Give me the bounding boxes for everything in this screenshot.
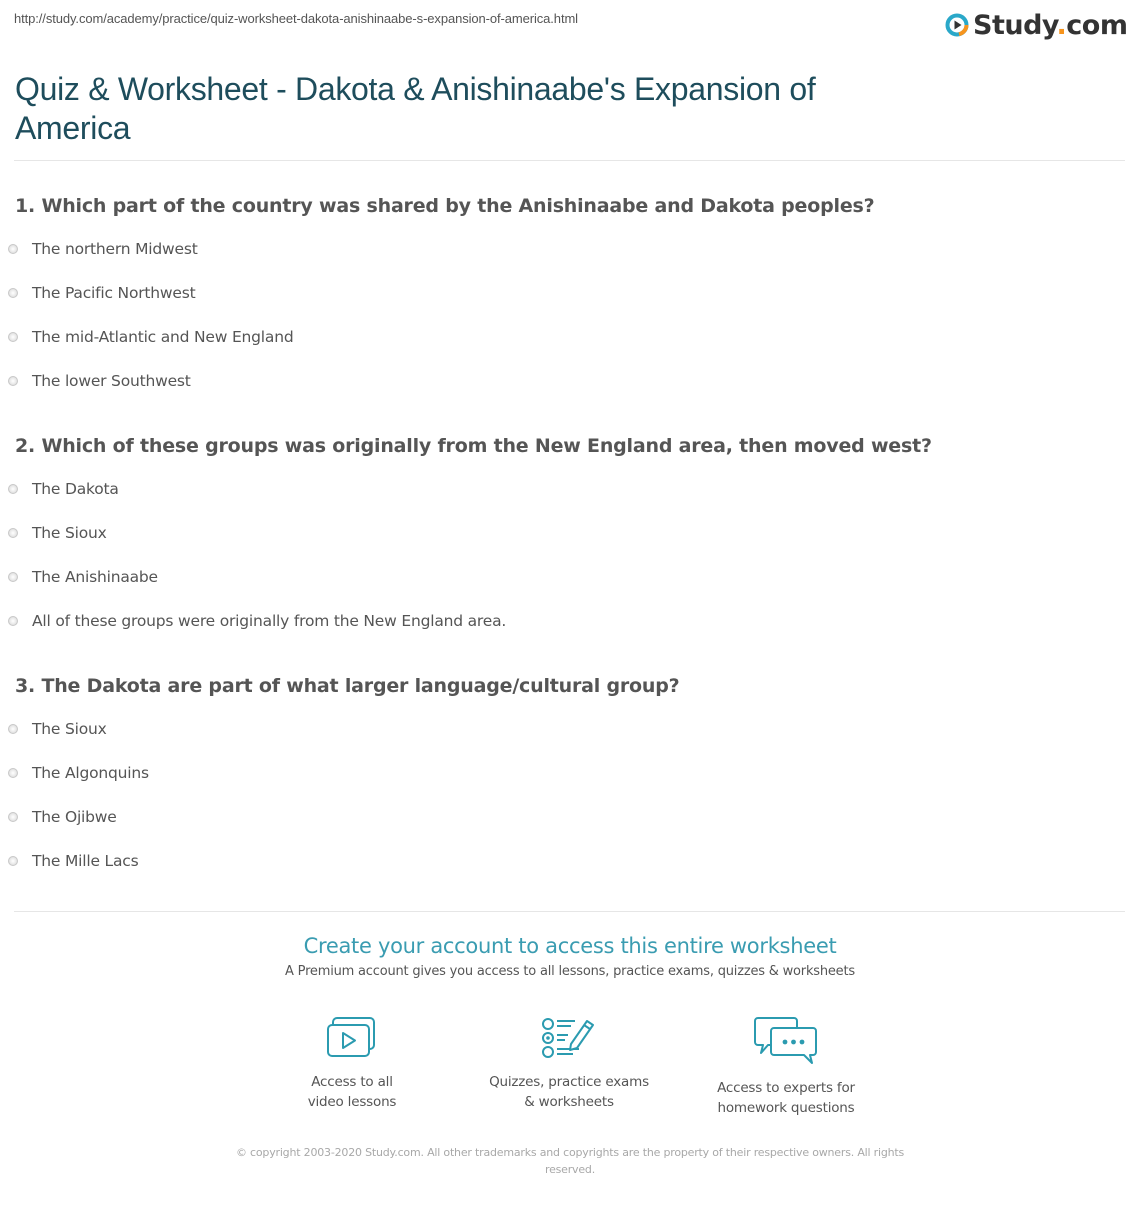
question-1-option-4[interactable] — [8, 372, 191, 390]
radio-button[interactable] — [8, 856, 18, 866]
option-label: All of these groups were originally from the New England area. — [32, 612, 507, 630]
logo-wordmark — [973, 10, 1128, 41]
feature-video-lessons — [252, 1016, 452, 1112]
question-2 — [15, 434, 1115, 458]
question-text: 3. The Dakota are part of what larger language/cultural group? — [15, 675, 680, 697]
title-divider — [14, 160, 1125, 161]
option-label: The Pacific Northwest — [32, 284, 196, 302]
option-label: The Algonquins — [32, 764, 149, 782]
play-circle-icon — [945, 13, 969, 37]
page-url: http://study.com/academy/practice/quiz-worksheet-dakota-anishinaabe-s-expansion-of-america.html — [14, 11, 578, 26]
feature-quizzes — [469, 1016, 669, 1112]
feature-line-1: Access to all — [311, 1074, 393, 1090]
option-label: The Dakota — [32, 480, 119, 498]
radio-button[interactable] — [8, 376, 18, 386]
question-3-option-4[interactable] — [8, 852, 138, 870]
logo-suffix: com — [1066, 9, 1128, 41]
question-2-option-4[interactable] — [8, 612, 506, 630]
create-account-link[interactable]: Create your account to access this entire worksheet — [303, 934, 837, 958]
radio-button[interactable] — [8, 332, 18, 342]
feature-line-2: homework questions — [717, 1100, 855, 1116]
feature-line-2: & worksheets — [524, 1094, 614, 1110]
radio-button[interactable] — [8, 768, 18, 778]
option-label: The lower Southwest — [32, 372, 191, 390]
feature-line-1: Access to experts for — [717, 1080, 855, 1096]
radio-button[interactable] — [8, 812, 18, 822]
question-3-option-1[interactable] — [8, 720, 107, 738]
radio-button[interactable] — [8, 244, 18, 254]
radio-button[interactable] — [8, 288, 18, 298]
question-1-option-2[interactable] — [8, 284, 195, 302]
option-label: The Sioux — [32, 524, 107, 542]
option-label: The Ojibwe — [32, 808, 117, 826]
radio-button[interactable] — [8, 572, 18, 582]
question-text: 2. Which of these groups was originally from the New England area, then moved west? — [15, 435, 932, 457]
video-lessons-icon — [326, 1016, 378, 1060]
question-1 — [15, 194, 1115, 218]
feature-line-1: Quizzes, practice exams — [489, 1074, 649, 1090]
option-label: The Anishinaabe — [32, 568, 158, 586]
chat-bubbles-icon — [754, 1016, 818, 1066]
feature-experts — [686, 1016, 886, 1118]
quiz-checklist-icon — [541, 1016, 597, 1060]
radio-button[interactable] — [8, 616, 18, 626]
radio-button[interactable] — [8, 724, 18, 734]
question-3-option-2[interactable] — [8, 764, 149, 782]
logo-dot: . — [1056, 9, 1067, 41]
question-3 — [15, 674, 1115, 698]
cta-subtitle: A Premium account gives you access to all lessons, practice exams, quizzes & worksheets — [285, 964, 855, 979]
study-logo[interactable] — [945, 8, 1128, 42]
feature-label — [252, 1072, 452, 1112]
option-label: The Mille Lacs — [32, 852, 139, 870]
radio-button[interactable] — [8, 484, 18, 494]
question-1-option-1[interactable] — [8, 240, 198, 258]
page-title: Quiz & Worksheet - Dakota & Anishinaabe's Expansion of America — [15, 71, 816, 146]
question-text: 1. Which part of the country was shared by the Anishinaabe and Dakota peoples? — [15, 195, 875, 217]
radio-button[interactable] — [8, 528, 18, 538]
question-2-option-3[interactable] — [8, 568, 158, 586]
logo-name: Study — [973, 9, 1057, 41]
feature-label — [686, 1078, 886, 1118]
option-label: The northern Midwest — [32, 240, 198, 258]
feature-label — [469, 1072, 669, 1112]
option-label: The Sioux — [32, 720, 107, 738]
question-2-option-1[interactable] — [8, 480, 119, 498]
option-label: The mid-Atlantic and New England — [32, 328, 294, 346]
feature-line-2: video lessons — [307, 1094, 397, 1110]
question-3-option-3[interactable] — [8, 808, 117, 826]
question-1-option-3[interactable] — [8, 328, 293, 346]
copyright-notice: © copyright 2003-2020 Study.com. All other trademarks and copyrights are the property of their respective owners. All rights reserved. — [235, 1146, 905, 1176]
cta-divider — [14, 911, 1125, 912]
question-2-option-2[interactable] — [8, 524, 107, 542]
